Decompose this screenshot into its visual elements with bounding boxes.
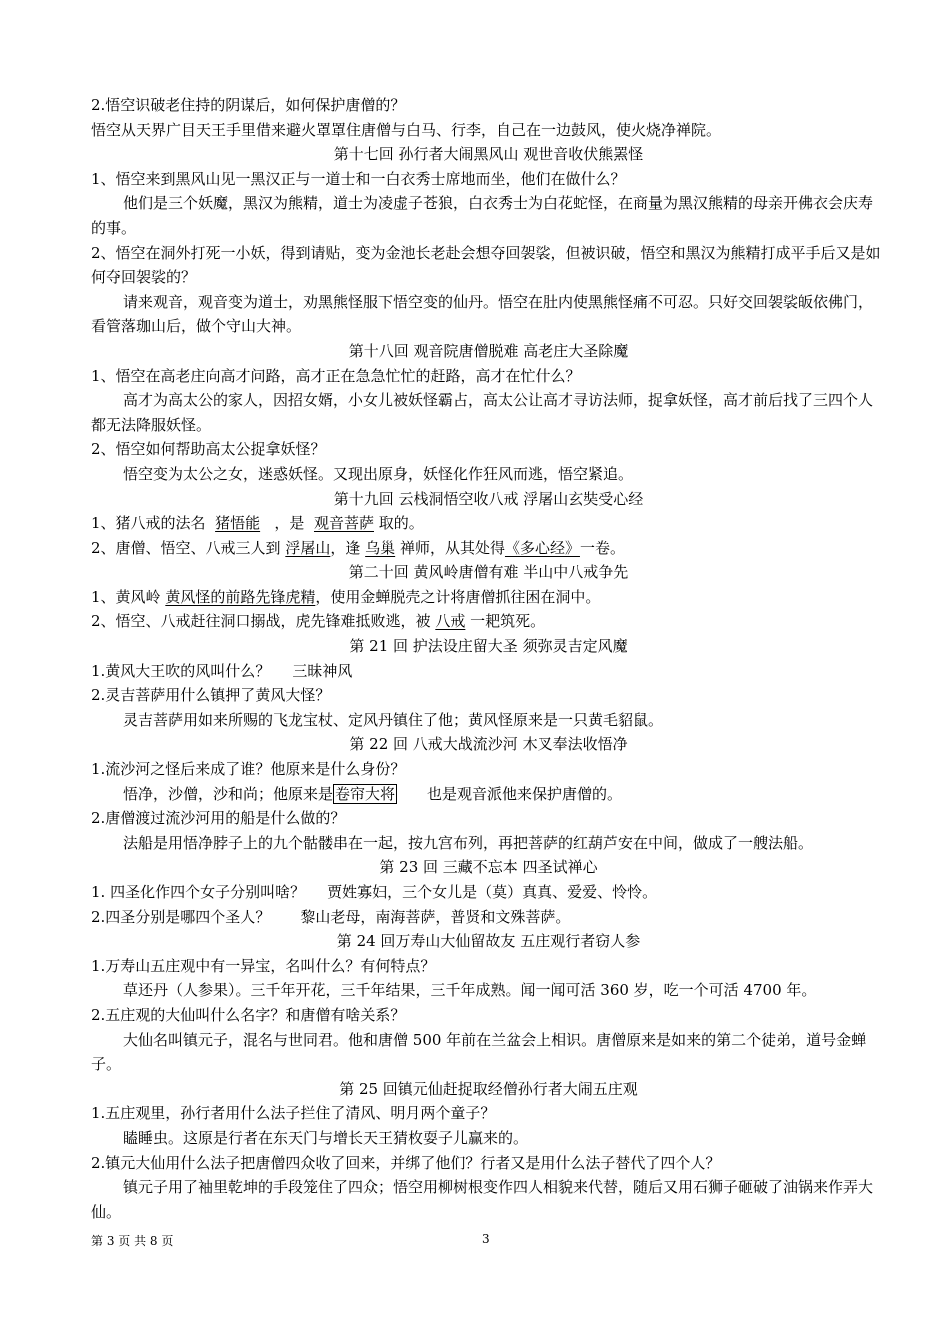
fill-blank-line — [91, 511, 886, 536]
question-line — [91, 659, 886, 684]
answer-paragraph: 高才为高太公的家人，因招女婿，小女儿被妖怪霸占，高太公让高才寻访法师，捉拿妖怪，高才前后找了三四个人都无法降服妖怪。 — [91, 391, 874, 434]
question-line: 2.灵吉菩萨用什么镇押了黄风大怪？ — [91, 686, 331, 705]
text-segment: 2、唐僧、悟空、八戒三人到 — [91, 538, 281, 557]
text-segment: 禅师，从其处得 — [399, 538, 505, 557]
answer-paragraph: 请来观音，观音变为道士，劝黑熊怪服下悟空变的仙丹。悟空在肚内使黑熊怪痛不可忍。只好交回袈裟皈依佛门，看管落珈山后，做个守山大神。 — [91, 292, 874, 336]
question-line: 2、悟空如何帮助高太公捉拿妖怪？ — [91, 440, 326, 459]
question-text: 1.黄风大王吹的风叫什么？ — [91, 661, 271, 680]
answer-line: 法船是用悟净脖子上的九个骷髅串在一起，按九宫布列，再把菩萨的红葫芦安在中间，做成了一艘法船。 — [123, 833, 814, 852]
fill-blank-line — [91, 536, 886, 561]
answer-paragraph: 镇元子用了袖里乾坤的手段笼住了四众；悟空用柳树根变作四人相貌来代替，随后又用石狮子砸破了油锅来作弄大仙。 — [91, 1178, 874, 1221]
chapter-heading-24: 第 24 回万寿山大仙留故友 五庄观行者窃人参 — [336, 932, 641, 951]
question-text: 2.四圣分别是哪四个圣人？ — [91, 907, 271, 926]
chapter-heading-20: 第二十回 黄风岭唐僧有难 半山中八戒争先 — [348, 563, 629, 582]
text-segment: 1、猪八戒的法名 — [91, 514, 206, 533]
question-line: 2.悟空识破老住持的阴谋后，如何保护唐僧的？ — [91, 96, 406, 114]
answer-paragraph: 他们是三个妖魔，黑汉为熊精，道士为凌虚子苍狼，白衣秀士为白花蛇怪，在商量为黑汉熊精的母亲开佛衣会庆寿的事。 — [91, 194, 874, 237]
question-line: 2.五庄观的大仙叫什么名字？和唐僧有啥关系？ — [91, 1005, 406, 1024]
text-segment: 也是观音派他来保护唐僧的。 — [427, 784, 623, 803]
answer-blank: 猪悟能 — [215, 514, 261, 533]
question-paragraph: 2、悟空在洞外打死一小妖，得到请贴，变为金池长老赴会想夺回袈裟，但被识破，悟空和黑汉为熊精打成平手后又是如何夺回袈裟的？ — [91, 243, 881, 287]
answer-text: 贾姓寡妇，三个女儿是（莫）真真、爱爱、怜怜。 — [327, 883, 658, 901]
text-segment: ，使用金蝉脱壳之计将唐僧抓往困在洞中。 — [315, 587, 601, 606]
chapter-heading-22: 第 22 回 八戒大战流沙河 木叉奉法收悟净 — [349, 735, 628, 754]
answer-blank: 乌巢 — [365, 538, 396, 557]
answer-paragraph: 大仙名叫镇元子，混名与世同君。他和唐僧 500 年前在兰盆会上相识。唐僧原来是如来的第二个徒弟，道号金蝉子。 — [91, 1030, 867, 1074]
answer-text: 三昧神风 — [292, 661, 353, 680]
answer-line: 瞌睡虫。这原是行者在东天门与增长天王猜枚耍子儿赢来的。 — [123, 1128, 529, 1147]
question-line: 1、悟空来到黑风山见一黑汉正与一道士和一白衣秀士席地而坐，他们在做什么？ — [91, 169, 626, 188]
answer-text: 黎山老母，南海菩萨，普贤和文殊菩萨。 — [300, 907, 571, 926]
answer-line: 灵吉菩萨用如来所赐的飞龙宝杖、定风丹镇住了他；黄风怪原来是一只黄毛貂鼠。 — [123, 710, 664, 729]
question-line: 1、悟空在高老庄向高才问路，高才正在急急忙忙的赶路，高才在忙什么？ — [91, 366, 581, 385]
text-segment: ，逢 — [330, 538, 361, 557]
text-segment: 一耙筑死。 — [470, 612, 546, 631]
question-line: 1.五庄观里，孙行者用什么法子拦住了清风、明月两个童子？ — [91, 1104, 496, 1123]
fill-blank-line — [91, 609, 886, 634]
question-line — [91, 905, 886, 930]
chapter-heading-17: 第十七回 孙行者大闹黑风山 观世音收伏熊罴怪 — [333, 145, 644, 164]
question-text: 1. 四圣化作四个女子分别叫啥？ — [91, 883, 306, 901]
text-segment: 一卷。 — [579, 538, 625, 557]
text-segment: 悟净，沙僧，沙和尚；他原来是 — [123, 784, 334, 803]
text-segment: ，是 — [274, 514, 305, 533]
chapter-heading-25: 第 25 回镇元仙赶捉取经僧孙行者大闹五庄观 — [339, 1079, 638, 1098]
answer-line: 悟空从天界广目天王手里借来避火罩罩住唐僧与白马、行李，自己在一边鼓风，使火烧净禅院。 — [91, 120, 722, 139]
question-line: 2.镇元大仙用什么法子把唐僧四众收了回来，并绑了他们？行者又是用什么法子替代了四个人？ — [91, 1153, 721, 1172]
answer-blank: 观音菩萨 — [313, 514, 374, 533]
answer-blank: 浮屠山 — [285, 538, 331, 557]
question-line: 2.唐僧渡过流沙河用的船是什么做的？ — [91, 809, 346, 828]
chapter-heading-18: 第十八回 观音院唐僧脱难 高老庄大圣除魔 — [348, 341, 629, 360]
chapter-heading-21: 第 21 回 护法设庄留大圣 须弥灵吉定风魔 — [349, 637, 628, 656]
answer-line: 悟空变为太公之女，迷惑妖怪。又现出原身，妖怪化作狂风而逃，悟空紧追。 — [123, 464, 634, 483]
answer-line: 草还丹（人参果）。三千年开花，三千年结果，三千年成熟。闻一闻可活 360 岁，吃一个可活 4700 年。 — [123, 981, 817, 1000]
answer-blank: 八戒 — [435, 612, 466, 631]
text-segment: 取的。 — [378, 514, 424, 533]
question-line: 1.万寿山五庄观中有一异宝，名叫什么？有何特点？ — [91, 956, 436, 975]
question-line — [91, 880, 886, 905]
page-number: 3 — [482, 1232, 490, 1246]
page-info: 第 3 页 共 8 页 — [91, 1234, 174, 1248]
chapter-heading-23: 第 23 回 三藏不忘本 四圣试禅心 — [379, 858, 598, 877]
chapter-heading-19: 第十九回 云栈洞悟空收八戒 浮屠山玄奘受心经 — [333, 489, 644, 508]
boxed-answer: 卷帘大将 — [335, 784, 396, 803]
question-line: 1.流沙河之怪后来成了谁？他原来是什么身份？ — [91, 760, 406, 779]
text-segment: 1、黄风岭 — [91, 587, 161, 606]
fill-blank-line — [91, 585, 886, 610]
text-segment: 2、悟空、八戒赶往洞口搦战，虎先锋难抵败逃，被 — [91, 612, 431, 631]
answer-blank: 黄风怪的前路先锋虎精 — [165, 587, 316, 606]
document-body — [91, 93, 886, 1224]
answer-blank: 《多心经》 — [504, 538, 580, 557]
answer-line — [91, 782, 886, 807]
